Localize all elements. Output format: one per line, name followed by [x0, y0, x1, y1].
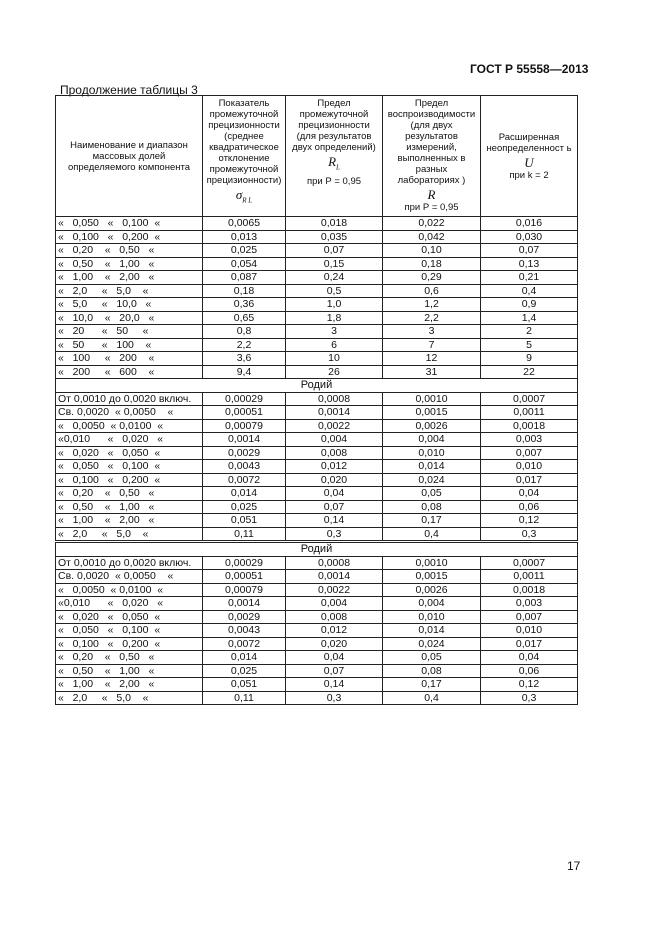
value-cell: 0,0065	[203, 217, 286, 231]
value-cell: 0,18	[383, 257, 481, 271]
section-header-row	[56, 542, 578, 557]
value-cell: 0,012	[286, 624, 383, 638]
value-cell: 0,0018	[481, 583, 578, 597]
value-cell: 0,016	[481, 217, 578, 231]
value-cell: 0,010	[383, 610, 481, 624]
column-header-sigma	[203, 96, 286, 217]
range-cell: « 0,20 « 0,50 «	[56, 487, 203, 501]
standard-code: ГОСТ Р 55558—2013	[470, 62, 589, 76]
value-cell: 0,08	[383, 500, 481, 514]
value-cell: 0,00029	[203, 556, 286, 570]
value-cell: 0,05	[383, 651, 481, 665]
range-cell: « 10,0 « 20,0 «	[56, 311, 203, 325]
table-row	[56, 473, 578, 487]
table-row	[56, 500, 578, 514]
value-cell: 0,014	[203, 487, 286, 501]
range-cell: « 200 « 600 «	[56, 365, 203, 379]
value-cell: 0,14	[286, 678, 383, 692]
column-header-u	[481, 96, 578, 217]
value-cell: 0,0043	[203, 460, 286, 474]
range-cell: « 0,50 « 1,00 «	[56, 257, 203, 271]
value-cell: 0,025	[203, 244, 286, 258]
value-cell: 1,2	[383, 298, 481, 312]
range-cell: « 50 « 100 «	[56, 338, 203, 352]
value-cell: 0,12	[481, 514, 578, 528]
value-cell: 0,004	[286, 597, 383, 611]
value-cell: 0,07	[286, 664, 383, 678]
value-cell: 0,010	[481, 624, 578, 638]
table-row	[56, 678, 578, 692]
value-cell: 12	[383, 352, 481, 366]
sigma-symbol: $\sigma_{R L}$	[235, 187, 253, 205]
value-cell: 0,0072	[203, 637, 286, 651]
value-cell: 0,0072	[203, 473, 286, 487]
value-cell: 0,022	[383, 217, 481, 231]
value-cell: 0,8	[203, 325, 286, 339]
range-cell: От 0,0010 до 0,0020 включ.	[56, 556, 203, 570]
value-cell: 0,3	[481, 691, 578, 705]
value-cell: 0,025	[203, 664, 286, 678]
value-cell: 0,18	[203, 284, 286, 298]
value-cell: 0,00079	[203, 419, 286, 433]
value-cell: 0,035	[286, 230, 383, 244]
range-cell: Св. 0,0020 « 0,0050 «	[56, 570, 203, 584]
precision-table	[55, 95, 578, 705]
range-cell: « 5,0 « 10,0 «	[56, 298, 203, 312]
value-cell: 0,014	[203, 651, 286, 665]
range-cell: « 20 « 50 «	[56, 325, 203, 339]
rl-symbol: $R_L$	[328, 154, 340, 172]
column-header-text: Наименование и диапазон массовых долей определяемого компонента	[67, 139, 191, 173]
value-cell: 3,6	[203, 352, 286, 366]
value-cell: 0,0011	[481, 570, 578, 584]
value-cell: 0,0014	[203, 433, 286, 447]
value-cell: 0,11	[203, 527, 286, 542]
value-cell: 0,0022	[286, 583, 383, 597]
value-cell: 0,004	[383, 433, 481, 447]
value-cell: 0,042	[383, 230, 481, 244]
value-cell: 0,36	[203, 298, 286, 312]
value-cell: 10	[286, 352, 383, 366]
range-cell: « 1,00 « 2,00 «	[56, 271, 203, 285]
probability-note: при Р = 0,95	[306, 175, 362, 187]
value-cell: 0,00051	[203, 570, 286, 584]
value-cell: 0,24	[286, 271, 383, 285]
value-cell: 2,2	[383, 311, 481, 325]
table-row	[56, 597, 578, 611]
column-header-r	[383, 96, 481, 217]
value-cell: 6	[286, 338, 383, 352]
table-row	[56, 230, 578, 244]
value-cell: 9,4	[203, 365, 286, 379]
column-header-text: Предел воспроизводимости (для двух результатов измерений, выполненных в разных лабораториях )	[387, 98, 476, 186]
value-cell: 0,17	[383, 514, 481, 528]
range-cell: «0,010 « 0,020 «	[56, 597, 203, 611]
value-cell: 0,08	[383, 664, 481, 678]
value-cell: 0,0029	[203, 610, 286, 624]
value-cell: 0,0018	[481, 419, 578, 433]
table-row	[56, 392, 578, 406]
value-cell: 0,10	[383, 244, 481, 258]
value-cell: 0,0022	[286, 419, 383, 433]
u-symbol: U	[524, 154, 534, 170]
table-row	[56, 352, 578, 366]
value-cell: 0,0011	[481, 406, 578, 420]
table-row	[56, 664, 578, 678]
range-cell: « 2,0 « 5,0 «	[56, 527, 203, 542]
table-row	[56, 271, 578, 285]
column-header-range	[56, 96, 203, 217]
coverage-note: при k = 2	[509, 169, 549, 181]
table-body	[56, 217, 578, 705]
value-cell: 0,4	[481, 284, 578, 298]
section-header-row	[56, 379, 578, 393]
range-cell: « 0,050 « 0,100 «	[56, 217, 203, 231]
value-cell: 0,04	[481, 651, 578, 665]
value-cell: 0,06	[481, 500, 578, 514]
range-cell: « 100 « 200 «	[56, 352, 203, 366]
probability-note: при Р = 0,95	[404, 202, 459, 213]
range-cell: « 0,020 « 0,050 «	[56, 610, 203, 624]
value-cell: 31	[383, 365, 481, 379]
value-cell: 0,0015	[383, 570, 481, 584]
range-cell: « 0,0050 « 0,0100 «	[56, 419, 203, 433]
value-cell: 0,0043	[203, 624, 286, 638]
value-cell: 0,004	[286, 433, 383, 447]
value-cell: 3	[383, 325, 481, 339]
table-row	[56, 419, 578, 433]
value-cell: 0,008	[286, 610, 383, 624]
column-header-text: Предел промежуточной прецизионности (для результатов двух определений)	[292, 98, 376, 153]
value-cell: 0,0026	[383, 419, 481, 433]
table-row	[56, 406, 578, 420]
range-cell: « 0,050 « 0,100 «	[56, 460, 203, 474]
value-cell: 0,020	[286, 637, 383, 651]
table-row	[56, 651, 578, 665]
table-row	[56, 583, 578, 597]
value-cell: 0,0014	[286, 406, 383, 420]
range-cell: « 0,100 « 0,200 «	[56, 230, 203, 244]
table-row	[56, 244, 578, 258]
value-cell: 0,12	[481, 678, 578, 692]
value-cell: 0,004	[383, 597, 481, 611]
range-cell: « 0,20 « 0,50 «	[56, 651, 203, 665]
value-cell: 0,003	[481, 597, 578, 611]
value-cell: 0,010	[481, 460, 578, 474]
value-cell: 9	[481, 352, 578, 366]
value-cell: 0,14	[286, 514, 383, 528]
value-cell: 0,087	[203, 271, 286, 285]
value-cell: 0,11	[203, 691, 286, 705]
range-cell: « 2,0 « 5,0 «	[56, 691, 203, 705]
value-cell: 0,04	[286, 487, 383, 501]
value-cell: 0,3	[481, 527, 578, 542]
value-cell: 0,054	[203, 257, 286, 271]
value-cell: 0,018	[286, 217, 383, 231]
value-cell: 0,017	[481, 473, 578, 487]
value-cell: 0,017	[481, 637, 578, 651]
value-cell: 0,030	[481, 230, 578, 244]
range-cell: « 0,20 « 0,50 «	[56, 244, 203, 258]
value-cell: 0,4	[383, 691, 481, 705]
range-cell: « 0,0050 « 0,0100 «	[56, 583, 203, 597]
value-cell: 0,020	[286, 473, 383, 487]
value-cell: 0,051	[203, 678, 286, 692]
table-caption: Продолжение таблицы 3	[60, 83, 198, 97]
section-title: Родий	[56, 542, 578, 557]
value-cell: 0,0007	[481, 392, 578, 406]
value-cell: 1,4	[481, 311, 578, 325]
value-cell: 0,0008	[286, 556, 383, 570]
table-row	[56, 527, 578, 542]
value-cell: 0,0029	[203, 446, 286, 460]
value-cell: 0,07	[286, 244, 383, 258]
table-row	[56, 691, 578, 705]
table-row	[56, 325, 578, 339]
value-cell: 0,0015	[383, 406, 481, 420]
value-cell: 1,0	[286, 298, 383, 312]
value-cell: 1,8	[286, 311, 383, 325]
value-cell: 0,025	[203, 500, 286, 514]
value-cell: 0,07	[481, 244, 578, 258]
value-cell: 0,0010	[383, 392, 481, 406]
value-cell: 0,29	[383, 271, 481, 285]
value-cell: 0,051	[203, 514, 286, 528]
value-cell: 0,00079	[203, 583, 286, 597]
value-cell: 0,003	[481, 433, 578, 447]
value-cell: 0,06	[481, 664, 578, 678]
value-cell: 3	[286, 325, 383, 339]
value-cell: 0,6	[383, 284, 481, 298]
value-cell: 7	[383, 338, 481, 352]
table-row	[56, 433, 578, 447]
value-cell: 0,13	[481, 257, 578, 271]
table-row	[56, 298, 578, 312]
range-cell: « 0,100 « 0,200 «	[56, 637, 203, 651]
value-cell: 0,024	[383, 473, 481, 487]
value-cell: 2	[481, 325, 578, 339]
range-cell: « 0,050 « 0,100 «	[56, 624, 203, 638]
range-cell: От 0,0010 до 0,0020 включ.	[56, 392, 203, 406]
value-cell: 0,00051	[203, 406, 286, 420]
value-cell: 26	[286, 365, 383, 379]
value-cell: 0,21	[481, 271, 578, 285]
value-cell: 0,024	[383, 637, 481, 651]
range-cell: « 2,0 « 5,0 «	[56, 284, 203, 298]
table-row	[56, 217, 578, 231]
table-row	[56, 487, 578, 501]
table-row	[56, 257, 578, 271]
value-cell: 0,0008	[286, 392, 383, 406]
table-row	[56, 556, 578, 570]
table-row	[56, 637, 578, 651]
value-cell: 5	[481, 338, 578, 352]
value-cell: 0,15	[286, 257, 383, 271]
column-header-text: Расширенная неопределенност ь	[486, 131, 572, 154]
table-row	[56, 514, 578, 528]
table-row	[56, 311, 578, 325]
value-cell: 0,0007	[481, 556, 578, 570]
value-cell: 0,05	[383, 487, 481, 501]
value-cell: 0,3	[286, 691, 383, 705]
value-cell: 0,17	[383, 678, 481, 692]
table-header-row	[56, 96, 578, 217]
table-row	[56, 365, 578, 379]
value-cell: 0,0014	[286, 570, 383, 584]
value-cell: 0,04	[481, 487, 578, 501]
value-cell: 0,07	[286, 500, 383, 514]
value-cell: 0,007	[481, 446, 578, 460]
table-row	[56, 570, 578, 584]
value-cell: 0,0014	[203, 597, 286, 611]
table-row	[56, 284, 578, 298]
range-cell: « 1,00 « 2,00 «	[56, 678, 203, 692]
table-row	[56, 460, 578, 474]
range-cell: « 0,50 « 1,00 «	[56, 664, 203, 678]
table-row	[56, 338, 578, 352]
range-cell: Св. 0,0020 « 0,0050 «	[56, 406, 203, 420]
page-number: 17	[567, 859, 581, 873]
r-symbol: R	[427, 187, 436, 202]
table-row	[56, 446, 578, 460]
column-header-text: Показатель промежуточной прецизионности (среднее квадратическое отклонение промежуточной прецизионности)	[206, 98, 282, 186]
range-cell: « 0,50 « 1,00 «	[56, 500, 203, 514]
table-row	[56, 610, 578, 624]
value-cell: 0,00029	[203, 392, 286, 406]
value-cell: 22	[481, 365, 578, 379]
value-cell: 0,014	[383, 624, 481, 638]
value-cell: 0,04	[286, 651, 383, 665]
value-cell: 0,014	[383, 460, 481, 474]
value-cell: 0,0010	[383, 556, 481, 570]
range-cell: « 1,00 « 2,00 «	[56, 514, 203, 528]
value-cell: 0,008	[286, 446, 383, 460]
range-cell: « 0,020 « 0,050 «	[56, 446, 203, 460]
value-cell: 0,65	[203, 311, 286, 325]
value-cell: 0,4	[383, 527, 481, 542]
range-cell: « 0,100 « 0,200 «	[56, 473, 203, 487]
value-cell: 0,010	[383, 446, 481, 460]
value-cell: 0,0026	[383, 583, 481, 597]
section-title: Родий	[56, 379, 578, 393]
range-cell: «0,010 « 0,020 «	[56, 433, 203, 447]
value-cell: 0,012	[286, 460, 383, 474]
column-header-rl	[286, 96, 383, 217]
value-cell: 0,013	[203, 230, 286, 244]
value-cell: 0,007	[481, 610, 578, 624]
value-cell: 2,2	[203, 338, 286, 352]
value-cell: 0,3	[286, 527, 383, 542]
value-cell: 0,5	[286, 284, 383, 298]
value-cell: 0,9	[481, 298, 578, 312]
table-row	[56, 624, 578, 638]
